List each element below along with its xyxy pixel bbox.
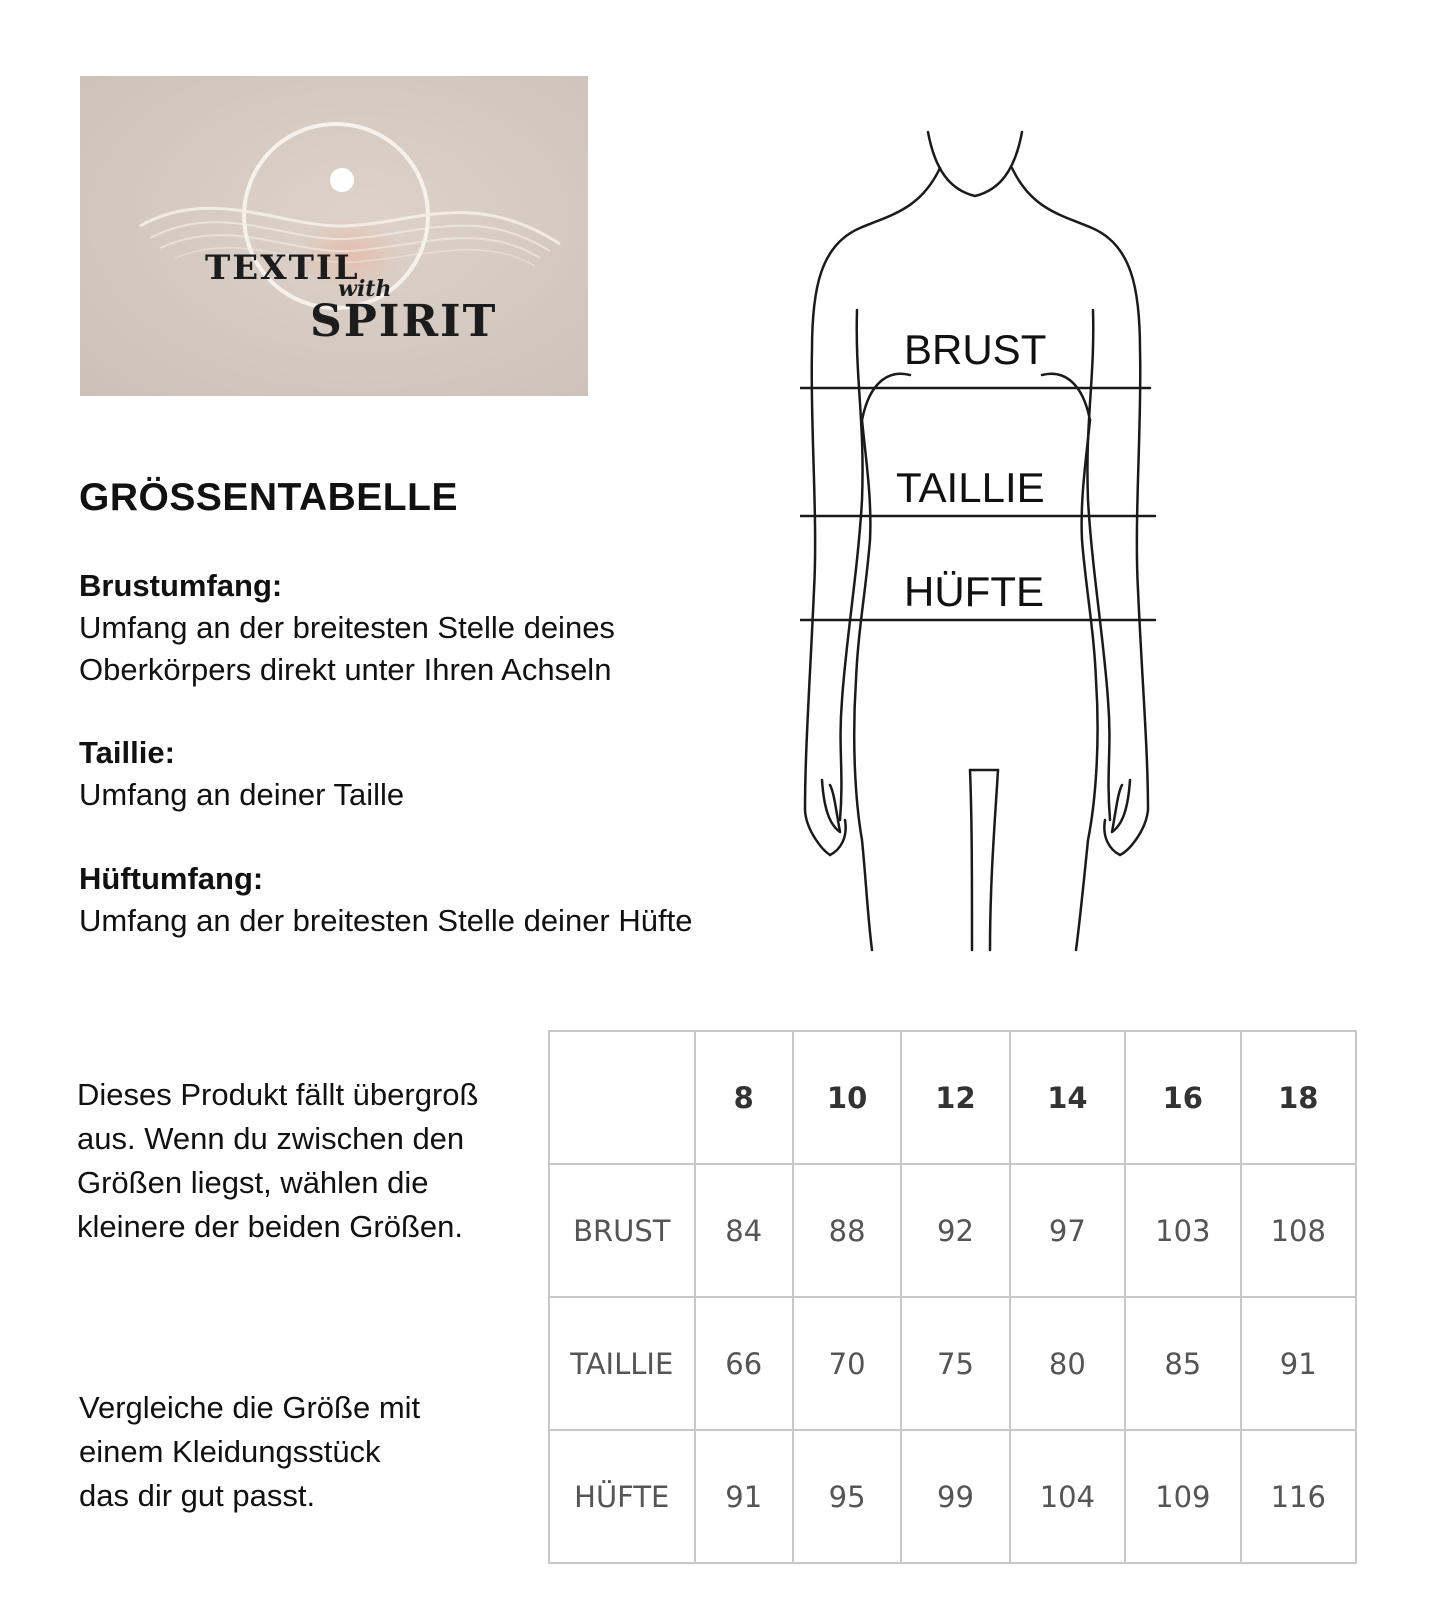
table-cell: 88: [793, 1164, 901, 1297]
compare-note-line: das dir gut passt.: [79, 1478, 316, 1513]
size-header-cell: 8: [695, 1031, 793, 1164]
size-header-row: [549, 1031, 1356, 1164]
definition-waist: [79, 732, 799, 816]
table-row: [549, 1297, 1356, 1430]
table-cell: 108: [1241, 1164, 1356, 1297]
table-cell: 91: [1241, 1297, 1356, 1430]
table-cell: 99: [901, 1430, 1009, 1563]
figure-label-waist: TAILLIE: [896, 464, 1045, 511]
table-cell: 95: [793, 1430, 901, 1563]
logo-word-with: with: [338, 276, 392, 302]
table-cell: 91: [695, 1430, 793, 1563]
size-header-cell: 18: [1241, 1031, 1356, 1164]
brand-logo: [80, 76, 588, 396]
table-cell: 85: [1125, 1297, 1240, 1430]
definition-text: Umfang an deiner Taille: [79, 777, 405, 812]
fit-note-line: Größen liegst, wählen die: [77, 1165, 429, 1200]
definition-text: Oberkörpers direkt unter Ihren Achseln: [79, 652, 612, 687]
size-header-cell: 14: [1010, 1031, 1125, 1164]
logo-graphic: [80, 76, 588, 396]
definition-text: Umfang an der breitesten Stelle deines: [79, 610, 615, 645]
table-corner-cell: [549, 1031, 695, 1164]
compare-note-line: einem Kleidungsstück: [79, 1434, 381, 1469]
logo-word-spirit: SPIRIT: [310, 296, 498, 347]
definition-heading: Taillie:: [79, 735, 175, 770]
table-cell: 116: [1241, 1430, 1356, 1563]
table-row: [549, 1430, 1356, 1563]
figure-label-hip: HÜFTE: [904, 568, 1044, 615]
table-cell: 104: [1010, 1430, 1125, 1563]
fit-note: [77, 1073, 547, 1249]
figure-label-chest: BRUST: [904, 326, 1047, 373]
table-cell: 70: [793, 1297, 901, 1430]
table-cell: 103: [1125, 1164, 1240, 1297]
row-label-hip: HÜFTE: [549, 1430, 695, 1563]
table-cell: 97: [1010, 1164, 1125, 1297]
table-cell: 84: [695, 1164, 793, 1297]
table-cell: 75: [901, 1297, 1009, 1430]
size-header-cell: 12: [901, 1031, 1009, 1164]
body-outline-illustration: [800, 120, 1220, 960]
definition-heading: Brustumfang:: [79, 568, 283, 603]
page-title: GRÖSSENTABELLE: [79, 476, 458, 519]
definition-hip: [79, 858, 799, 942]
compare-note: [79, 1386, 499, 1518]
row-label-chest: BRUST: [549, 1164, 695, 1297]
table-cell: 109: [1125, 1430, 1240, 1563]
logo-word-textil: TEXTIL: [205, 248, 360, 288]
size-header-cell: 16: [1125, 1031, 1240, 1164]
body-figure: [800, 120, 1220, 965]
size-table: [548, 1030, 1357, 1564]
table-cell: 66: [695, 1297, 793, 1430]
definition-chest: [79, 565, 799, 691]
table-cell: 80: [1010, 1297, 1125, 1430]
fit-note-line: kleinere der beiden Größen.: [77, 1209, 464, 1244]
fit-note-line: aus. Wenn du zwischen den: [77, 1121, 465, 1156]
definition-heading: Hüftumfang:: [79, 861, 264, 896]
row-label-waist: TAILLIE: [549, 1297, 695, 1430]
size-header-cell: 10: [793, 1031, 901, 1164]
compare-note-line: Vergleiche die Größe mit: [79, 1390, 421, 1425]
definition-text: Umfang an der breitesten Stelle deiner Hüfte: [79, 903, 693, 938]
table-cell: 92: [901, 1164, 1009, 1297]
table-row: [549, 1164, 1356, 1297]
fit-note-line: Dieses Produkt fällt übergroß: [77, 1077, 479, 1112]
